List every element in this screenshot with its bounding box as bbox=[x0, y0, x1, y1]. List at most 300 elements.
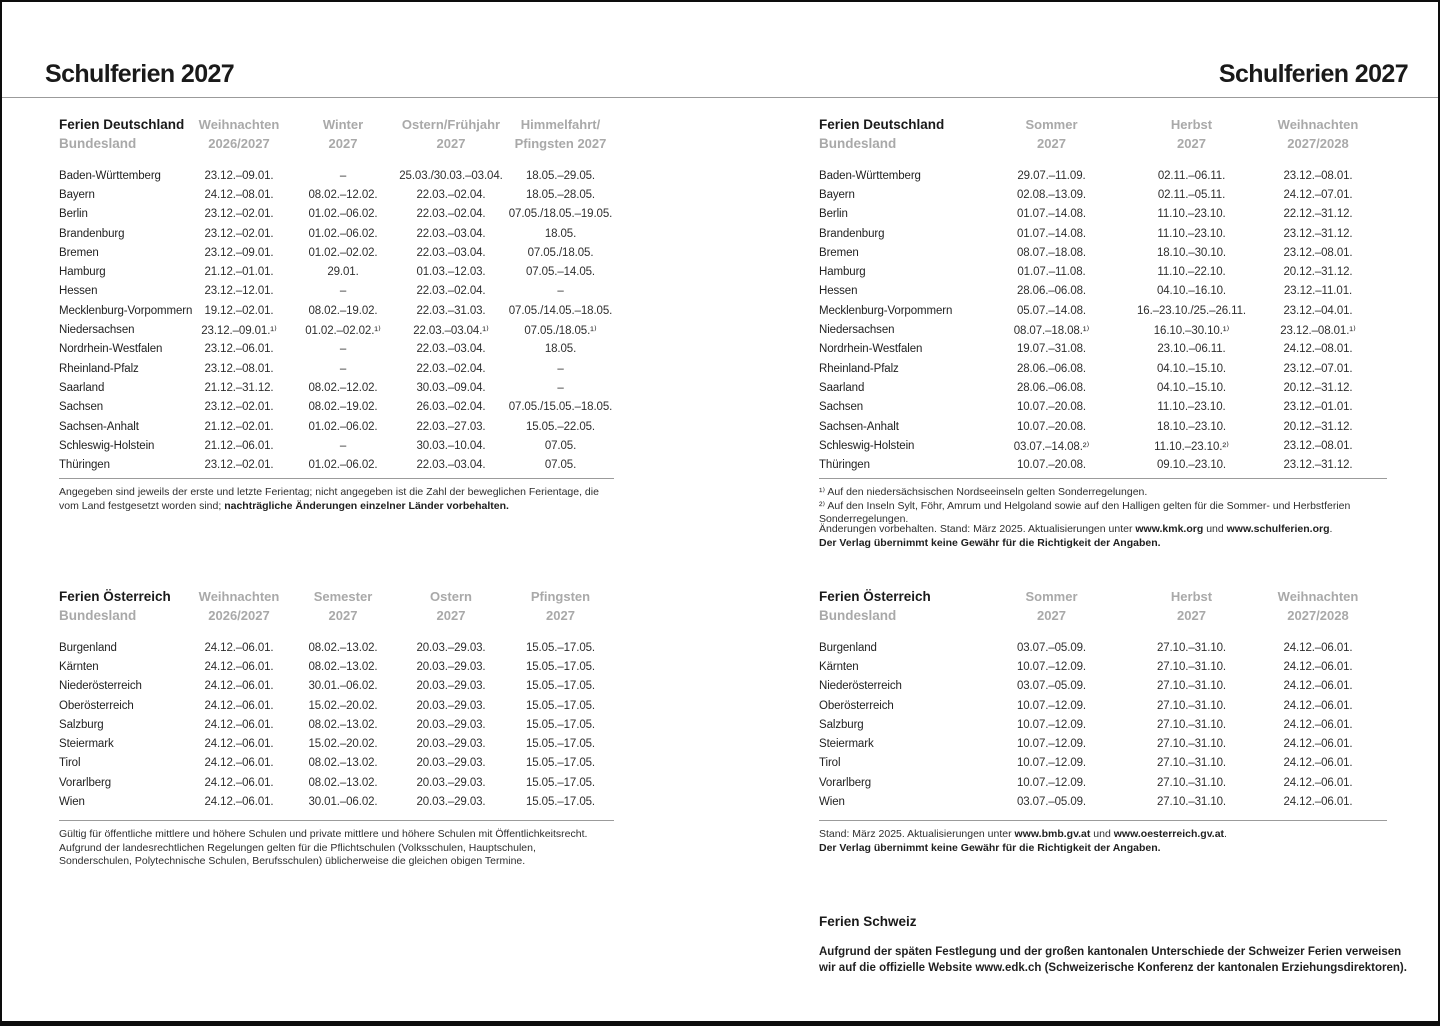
bundesland-label: Saarland bbox=[59, 381, 105, 394]
column-header: Sommer 2027 bbox=[1025, 589, 1078, 623]
date-range: 10.07.–20.08. bbox=[1016, 420, 1087, 433]
date-range: 22.03.–02.04. bbox=[416, 188, 486, 201]
date-range: 23.12.–09.01. bbox=[204, 169, 274, 182]
date-range: 08.02.–12.02. bbox=[308, 188, 378, 201]
date-range: 08.02.–13.02. bbox=[308, 718, 378, 731]
table-row bbox=[59, 436, 614, 455]
table-row bbox=[819, 166, 1387, 185]
date-range: 28.06.–06.08. bbox=[1016, 362, 1087, 375]
bundesland-label: Hessen bbox=[819, 285, 858, 298]
austria-left-note bbox=[59, 828, 611, 869]
date-range: 10.07.–12.09. bbox=[1016, 660, 1087, 673]
bundesland-label: Hamburg bbox=[819, 266, 866, 279]
date-range: 10.07.–20.08. bbox=[1016, 459, 1087, 472]
date-range: 08.02.–13.02. bbox=[308, 641, 378, 654]
note-text: Aufgrund der landesrechtlichen Regelungen gelten für die Pflichtschulen (Volksschulen, Hauptschulen, Sonderschulen, Polytechnische Schulen, Berufsschulen) üblicherweise die gleichen obigen Termine. bbox=[59, 841, 536, 867]
bundesland-label: Wien bbox=[819, 796, 845, 809]
date-range: 18.05. bbox=[544, 343, 577, 356]
date-range: 10.07.–12.09. bbox=[1016, 776, 1087, 789]
date-range: 07.05./14.05.–18.05. bbox=[508, 304, 613, 317]
bundesland-label: Bremen bbox=[819, 246, 859, 259]
table-row bbox=[819, 734, 1387, 753]
date-range: 18.05. bbox=[544, 227, 577, 240]
date-range: 23.10.–06.11. bbox=[1157, 343, 1226, 356]
date-range: 22.03.–02.04. bbox=[416, 362, 486, 375]
table-divider bbox=[59, 478, 614, 479]
bundesland-label: Steiermark bbox=[819, 738, 874, 751]
date-range: 22.03.–03.04. bbox=[416, 343, 486, 356]
column-header: Pfingsten 2027 bbox=[530, 589, 591, 623]
date-range: 10.07.–12.09. bbox=[1016, 757, 1087, 770]
table-header bbox=[819, 587, 1387, 625]
bundesland-label: Hessen bbox=[59, 285, 98, 298]
date-range: 24.12.–08.01. bbox=[1283, 343, 1353, 356]
date-range: 07.05./18.05. bbox=[527, 246, 594, 259]
date-range: 10.07.–12.09. bbox=[1016, 699, 1087, 712]
date-range: 24.12.–08.01. bbox=[204, 188, 274, 201]
date-range: – bbox=[557, 362, 564, 375]
date-range: 07.05./18.05.¹⁾ bbox=[524, 325, 597, 338]
date-range: 27.10.–31.10. bbox=[1156, 718, 1227, 731]
date-range: 20.03.–29.03. bbox=[416, 680, 486, 693]
date-range: 20.03.–29.03. bbox=[416, 699, 486, 712]
bundesland-label: Burgenland bbox=[819, 641, 877, 654]
table-title: Ferien Deutschland bbox=[59, 117, 185, 132]
column-header: Semester 2027 bbox=[313, 589, 373, 623]
date-range: 24.12.–06.01. bbox=[204, 699, 274, 712]
bundesland-label: Oberösterreich bbox=[59, 699, 134, 712]
date-range: 27.10.–31.10. bbox=[1156, 680, 1227, 693]
table-row bbox=[59, 282, 614, 301]
table-austria-right bbox=[819, 587, 1387, 812]
table-row bbox=[819, 262, 1387, 281]
date-range: 02.11.–05.11. bbox=[1157, 188, 1226, 201]
date-range: 15.05.–17.05. bbox=[525, 680, 596, 693]
date-range: 23.12.–02.01. bbox=[204, 227, 274, 240]
date-range: 01.02.–06.02. bbox=[308, 420, 378, 433]
bundesland-label: Berlin bbox=[59, 208, 88, 221]
column-header: Weihnachten 2027/2028 bbox=[1277, 589, 1359, 623]
date-range: 20.03.–29.03. bbox=[416, 718, 486, 731]
table-row bbox=[59, 359, 614, 378]
date-range: 11.10.–23.10. bbox=[1157, 227, 1226, 240]
bundesland-label: Baden-Württemberg bbox=[819, 169, 921, 182]
date-range: 18.05.–28.05. bbox=[525, 188, 596, 201]
table-row bbox=[59, 185, 614, 204]
table-title: Ferien Österreich bbox=[59, 589, 171, 604]
table-row bbox=[819, 320, 1387, 339]
date-range: 23.12.–08.01. bbox=[1283, 439, 1353, 452]
date-range: 11.10.–23.10. bbox=[1157, 208, 1226, 221]
table-row bbox=[819, 715, 1387, 734]
date-range: 07.05./18.05.–19.05. bbox=[508, 208, 613, 221]
bundesland-label: Wien bbox=[59, 796, 85, 809]
date-range: 15.05.–17.05. bbox=[525, 718, 596, 731]
table-divider bbox=[59, 820, 614, 821]
date-range: 08.02.–13.02. bbox=[308, 776, 378, 789]
date-range: 23.12.–08.01.¹⁾ bbox=[1280, 325, 1356, 338]
date-range: 24.12.–06.01. bbox=[1283, 718, 1353, 731]
footnote-1: ¹⁾ Auf den niedersächsischen Nordseeinseln gelten Sonderregelungen. bbox=[819, 486, 1148, 498]
date-range: 20.03.–29.03. bbox=[416, 641, 486, 654]
germany-right-update-note bbox=[819, 523, 1424, 550]
date-range: 04.10.–15.10. bbox=[1156, 362, 1227, 375]
date-range: 03.07.–05.09. bbox=[1016, 796, 1087, 809]
column-header: Weihnachten 2026/2027 bbox=[198, 117, 280, 151]
date-range: – bbox=[339, 439, 347, 452]
date-range: 23.12.–02.01. bbox=[204, 459, 274, 472]
date-range: 23.12.–08.01. bbox=[204, 362, 274, 375]
page-title-right: Schulferien 2027 bbox=[1218, 60, 1408, 88]
date-range: 08.07.–18.08. bbox=[1016, 246, 1087, 259]
table-subtitle: Bundesland bbox=[819, 608, 897, 623]
bundesland-label: Rheinland-Pfalz bbox=[819, 362, 899, 375]
table-row bbox=[59, 715, 614, 734]
date-range: 01.07.–14.08. bbox=[1016, 208, 1087, 221]
date-range: 15.05.–17.05. bbox=[525, 660, 596, 673]
bundesland-label: Niedersachsen bbox=[59, 324, 135, 337]
date-range: 24.12.–06.01. bbox=[1283, 757, 1353, 770]
date-range: 01.02.–02.02.¹⁾ bbox=[305, 325, 381, 338]
date-range: 07.05.–14.05. bbox=[525, 266, 596, 279]
date-range: 20.03.–29.03. bbox=[416, 757, 486, 770]
date-range: 08.02.–19.02. bbox=[308, 401, 378, 414]
date-range: 22.12.–31.12. bbox=[1283, 208, 1353, 221]
column-header: Herbst 2027 bbox=[1170, 589, 1213, 623]
column-header: Himmelfahrt/ Pfingsten 2027 bbox=[514, 117, 607, 151]
switzerland-text: Aufgrund der späten Festlegung und der großen kantonalen Unterschiede der Schweizer Ferien verweisen wir auf die offizielle Website www.edk.ch (Schweizerische Konferenz der kantonalen Erziehungsdirektoren). bbox=[819, 946, 1407, 974]
date-range: 02.08.–13.09. bbox=[1016, 188, 1087, 201]
date-range: 26.03.–02.04. bbox=[416, 401, 486, 414]
date-range: 19.07.–31.08. bbox=[1016, 343, 1087, 356]
date-range: 23.12.–12.01. bbox=[204, 285, 274, 298]
table-row bbox=[59, 734, 614, 753]
date-range: 15.05.–17.05. bbox=[525, 699, 596, 712]
bundesland-label: Berlin bbox=[819, 208, 848, 221]
table-row bbox=[59, 262, 614, 281]
date-range: – bbox=[339, 169, 347, 182]
date-range: 20.12.–31.12. bbox=[1283, 266, 1353, 279]
date-range: 25.03./30.03.–03.04. bbox=[399, 169, 503, 182]
date-range: 23.12.–07.01. bbox=[1283, 362, 1353, 375]
table-germany-right bbox=[819, 115, 1387, 475]
date-range: – bbox=[557, 381, 564, 394]
column-header: Weihnachten 2026/2027 bbox=[198, 589, 280, 623]
date-range: 21.12.–06.01. bbox=[204, 439, 274, 452]
austria-right-update-note bbox=[819, 828, 1424, 855]
bundesland-label: Saarland bbox=[819, 381, 865, 394]
date-range: 10.07.–20.08. bbox=[1016, 401, 1087, 414]
footnote-2: ²⁾ Auf den Inseln Sylt, Föhr, Amrum und Helgoland sowie auf den Halligen gelten für die Sommer- und Herbstferien Sonderregelungen. bbox=[819, 499, 1351, 525]
bundesland-label: Vorarlberg bbox=[59, 776, 112, 789]
table-row bbox=[819, 754, 1387, 773]
bundesland-label: Steiermark bbox=[59, 738, 114, 751]
date-range: 20.03.–29.03. bbox=[416, 796, 486, 809]
table-row bbox=[59, 638, 614, 657]
table-row bbox=[59, 205, 614, 224]
date-range: 01.07.–11.08. bbox=[1017, 266, 1086, 279]
table-row bbox=[819, 792, 1387, 811]
date-range: 04.10.–15.10. bbox=[1156, 381, 1227, 394]
table-row bbox=[59, 677, 614, 696]
date-range: 28.06.–06.08. bbox=[1016, 285, 1087, 298]
date-range: 07.05. bbox=[544, 459, 577, 472]
date-range: 27.10.–31.10. bbox=[1156, 699, 1227, 712]
table-subtitle: Bundesland bbox=[819, 136, 897, 151]
date-range: 23.12.–31.12. bbox=[1283, 459, 1353, 472]
date-range: 24.12.–06.01. bbox=[204, 738, 274, 751]
table-title: Ferien Deutschland bbox=[819, 117, 945, 132]
bundesland-label: Brandenburg bbox=[59, 227, 125, 240]
table-subtitle: Bundesland bbox=[59, 608, 137, 623]
bundesland-label: Sachsen bbox=[59, 401, 104, 414]
bundesland-label: Baden-Württemberg bbox=[59, 169, 161, 182]
table-row bbox=[59, 773, 614, 792]
date-range: 24.12.–06.01. bbox=[1283, 680, 1353, 693]
bundesland-label: Mecklenburg-Vorpommern bbox=[819, 304, 953, 317]
note-text: Gültig für öffentliche mittlere und höhere Schulen und private mittlere und höhere Schulen mit Öffentlichkeitsrecht. bbox=[59, 828, 588, 840]
date-range: 07.05. bbox=[544, 439, 577, 452]
date-range: 01.02.–02.02. bbox=[308, 246, 378, 259]
bundesland-label: Bremen bbox=[59, 246, 99, 259]
date-range: 22.03.–03.04. bbox=[416, 246, 486, 259]
date-range: 20.03.–29.03. bbox=[416, 660, 486, 673]
date-range: 08.07.–18.08.¹⁾ bbox=[1013, 325, 1090, 338]
table-row bbox=[819, 378, 1387, 397]
date-range: 24.12.–06.01. bbox=[1283, 796, 1353, 809]
date-range: 23.12.–02.01. bbox=[204, 401, 274, 414]
table-row bbox=[59, 792, 614, 811]
date-range: 24.12.–06.01. bbox=[204, 680, 274, 693]
column-header: Weihnachten 2027/2028 bbox=[1277, 117, 1359, 151]
column-header: Sommer 2027 bbox=[1025, 117, 1078, 151]
date-range: 24.12.–06.01. bbox=[204, 776, 274, 789]
date-range: 24.12.–06.01. bbox=[204, 757, 274, 770]
bundesland-label: Schleswig-Holstein bbox=[59, 439, 155, 452]
date-range: 23.12.–11.01. bbox=[1283, 285, 1353, 298]
date-range: 24.12.–06.01. bbox=[204, 641, 274, 654]
date-range: 27.10.–31.10. bbox=[1156, 776, 1227, 789]
switzerland-title: Ferien Schweiz bbox=[819, 914, 917, 929]
table-divider bbox=[819, 478, 1387, 479]
date-range: – bbox=[339, 362, 347, 375]
table-row bbox=[819, 282, 1387, 301]
bundesland-label: Sachsen bbox=[819, 401, 864, 414]
table-row bbox=[59, 398, 614, 417]
date-range: – bbox=[339, 343, 347, 356]
table-row bbox=[819, 417, 1387, 436]
date-range: 04.10.–16.10. bbox=[1156, 285, 1227, 298]
date-range: 23.12.–09.01.¹⁾ bbox=[201, 325, 277, 338]
bundesland-label: Brandenburg bbox=[819, 227, 885, 240]
table-row bbox=[819, 455, 1387, 474]
date-range: 21.12.–02.01. bbox=[204, 420, 274, 433]
date-range: 20.12.–31.12. bbox=[1283, 420, 1353, 433]
date-range: 08.02.–13.02. bbox=[308, 757, 378, 770]
date-range: 24.12.–06.01. bbox=[204, 660, 274, 673]
table-header bbox=[59, 115, 614, 153]
date-range: 24.12.–06.01. bbox=[1283, 738, 1353, 751]
date-range: 23.12.–04.01. bbox=[1283, 304, 1353, 317]
date-range: 27.10.–31.10. bbox=[1156, 757, 1227, 770]
date-range: 18.05.–29.05. bbox=[525, 169, 596, 182]
date-range: 24.12.–07.01. bbox=[1283, 188, 1353, 201]
date-range: 27.10.–31.10. bbox=[1156, 738, 1227, 751]
date-range: 11.10.–23.10.²⁾ bbox=[1154, 440, 1229, 453]
date-range: 22.03.–02.04. bbox=[416, 285, 486, 298]
date-range: 16.–23.10./25.–26.11. bbox=[1137, 304, 1246, 317]
date-range: – bbox=[339, 285, 347, 298]
germany-right-footnotes bbox=[819, 486, 1424, 527]
date-range: 23.12.–08.01. bbox=[1283, 246, 1353, 259]
disclaimer-text: Der Verlag übernimmt keine Gewähr für die Richtigkeit der Angaben. bbox=[819, 841, 1161, 854]
table-germany-left bbox=[59, 115, 614, 475]
table-row bbox=[819, 359, 1387, 378]
date-range: 08.02.–13.02. bbox=[308, 660, 378, 673]
date-range: 23.12.–08.01. bbox=[1283, 169, 1353, 182]
bundesland-label: Kärnten bbox=[819, 660, 859, 673]
date-range: 15.05.–17.05. bbox=[525, 738, 596, 751]
table-row bbox=[819, 340, 1387, 359]
date-range: 08.02.–12.02. bbox=[308, 381, 378, 394]
date-range: 15.05.–17.05. bbox=[525, 796, 596, 809]
date-range: 09.10.–23.10. bbox=[1156, 459, 1227, 472]
table-row bbox=[819, 677, 1387, 696]
date-range: 05.07.–14.08. bbox=[1016, 304, 1087, 317]
bundesland-label: Schleswig-Holstein bbox=[819, 439, 915, 452]
date-range: 07.05./15.05.–18.05. bbox=[508, 401, 613, 414]
date-range: 20.12.–31.12. bbox=[1283, 381, 1353, 394]
disclaimer-text: Der Verlag übernimmt keine Gewähr für die Richtigkeit der Angaben. bbox=[819, 536, 1161, 549]
table-subtitle: Bundesland bbox=[59, 136, 137, 151]
date-range: 28.06.–06.08. bbox=[1016, 381, 1087, 394]
date-range: 30.01.–06.02. bbox=[308, 796, 378, 809]
table-austria-left bbox=[59, 587, 614, 812]
bundesland-label: Salzburg bbox=[819, 718, 864, 731]
date-range: 01.02.–06.02. bbox=[308, 459, 378, 472]
date-range: 22.03.–02.04. bbox=[416, 208, 486, 221]
bundesland-label: Tirol bbox=[819, 757, 841, 770]
table-row bbox=[819, 224, 1387, 243]
date-range: – bbox=[557, 285, 564, 298]
table-row bbox=[819, 398, 1387, 417]
page-title-left: Schulferien 2027 bbox=[45, 60, 235, 88]
date-range: 29.07.–11.09. bbox=[1017, 169, 1086, 182]
table-row bbox=[819, 205, 1387, 224]
date-range: 15.05.–17.05. bbox=[525, 641, 596, 654]
table-title: Ferien Österreich bbox=[819, 589, 931, 604]
date-range: 22.03.–03.04.¹⁾ bbox=[413, 325, 489, 338]
bundesland-label: Sachsen-Anhalt bbox=[819, 420, 899, 433]
date-range: 30.03.–09.04. bbox=[416, 381, 486, 394]
column-header: Ostern 2027 bbox=[430, 589, 472, 623]
date-range: 18.10.–30.10. bbox=[1156, 246, 1227, 259]
date-range: 15.05.–22.05. bbox=[525, 420, 596, 433]
date-range: 24.12.–06.01. bbox=[204, 796, 274, 809]
date-range: 27.10.–31.10. bbox=[1156, 796, 1227, 809]
table-row bbox=[819, 436, 1387, 455]
table-row bbox=[819, 185, 1387, 204]
date-range: 15.05.–17.05. bbox=[525, 776, 596, 789]
bundesland-label: Niedersachsen bbox=[819, 324, 895, 337]
date-range: 20.03.–29.03. bbox=[416, 738, 486, 751]
date-range: 24.12.–06.01. bbox=[1283, 660, 1353, 673]
bundesland-label: Thüringen bbox=[59, 459, 110, 472]
table-row bbox=[59, 243, 614, 262]
bundesland-label: Vorarlberg bbox=[819, 776, 872, 789]
table-row bbox=[59, 166, 614, 185]
date-range: 23.12.–01.01. bbox=[1283, 401, 1353, 414]
bundesland-label: Rheinland-Pfalz bbox=[59, 362, 139, 375]
date-range: 03.07.–14.08.²⁾ bbox=[1013, 440, 1090, 453]
date-range: 10.07.–12.09. bbox=[1016, 738, 1087, 751]
bundesland-label: Niederösterreich bbox=[819, 680, 902, 693]
date-range: 27.10.–31.10. bbox=[1156, 660, 1227, 673]
table-row bbox=[819, 773, 1387, 792]
table-row bbox=[819, 638, 1387, 657]
date-range: 10.07.–12.09. bbox=[1016, 718, 1087, 731]
date-range: 20.03.–29.03. bbox=[416, 776, 486, 789]
table-row bbox=[819, 243, 1387, 262]
date-range: 22.03.–03.04. bbox=[416, 459, 486, 472]
date-range: 23.12.–31.12. bbox=[1283, 227, 1353, 240]
date-range: 24.12.–06.01. bbox=[1283, 699, 1353, 712]
bundesland-label: Oberösterreich bbox=[819, 699, 894, 712]
bundesland-label: Thüringen bbox=[819, 459, 870, 472]
date-range: 15.02.–20.02. bbox=[308, 738, 378, 751]
bundesland-label: Bayern bbox=[819, 188, 855, 201]
column-header: Winter 2027 bbox=[322, 117, 364, 151]
bundesland-label: Hamburg bbox=[59, 266, 106, 279]
header-divider bbox=[2, 97, 1438, 98]
date-range: 23.12.–02.01. bbox=[204, 208, 274, 221]
table-divider bbox=[819, 820, 1387, 821]
date-range: 03.07.–05.09. bbox=[1016, 641, 1087, 654]
date-range: 11.10.–23.10. bbox=[1157, 401, 1226, 414]
table-row bbox=[59, 224, 614, 243]
germany-left-note bbox=[59, 486, 611, 513]
table-row bbox=[59, 754, 614, 773]
date-range: 16.10.–30.10.¹⁾ bbox=[1153, 325, 1230, 338]
date-range: 15.05.–17.05. bbox=[525, 757, 596, 770]
date-range: 30.03.–10.04. bbox=[416, 439, 486, 452]
date-range: 11.10.–22.10. bbox=[1157, 266, 1226, 279]
date-range: 23.12.–06.01. bbox=[204, 343, 274, 356]
date-range: 15.02.–20.02. bbox=[308, 699, 378, 712]
table-header bbox=[819, 115, 1387, 153]
date-range: 29.01. bbox=[327, 266, 359, 279]
bundesland-label: Bayern bbox=[59, 188, 95, 201]
note-text: Angegeben sind jeweils der erste und letzte Ferientag; nicht angegeben ist die Zahl der beweglichen Ferientage, die vom Land festgesetzt worden sind; bbox=[59, 486, 599, 512]
note-text: Stand: März 2025. Aktualisierungen unter www.bmb.gv.at und www.oesterreich.gv.at. bbox=[819, 828, 1227, 840]
date-range: 22.03.–27.03. bbox=[416, 420, 486, 433]
date-range: 24.12.–06.01. bbox=[1283, 641, 1353, 654]
table-row bbox=[59, 301, 614, 320]
bundesland-label: Tirol bbox=[59, 757, 81, 770]
date-range: 24.12.–06.01. bbox=[204, 718, 274, 731]
table-row bbox=[59, 696, 614, 715]
date-range: 18.10.–23.10. bbox=[1156, 420, 1227, 433]
date-range: 02.11.–06.11. bbox=[1157, 169, 1226, 182]
column-header: Ostern/Frühjahr 2027 bbox=[401, 117, 501, 151]
date-range: 22.03.–03.04. bbox=[416, 227, 486, 240]
date-range: 01.02.–06.02. bbox=[308, 227, 378, 240]
bundesland-label: Kärnten bbox=[59, 660, 99, 673]
bundesland-label: Salzburg bbox=[59, 718, 104, 731]
bundesland-label: Burgenland bbox=[59, 641, 117, 654]
table-row bbox=[59, 417, 614, 436]
date-range: 19.12.–02.01. bbox=[204, 304, 274, 317]
